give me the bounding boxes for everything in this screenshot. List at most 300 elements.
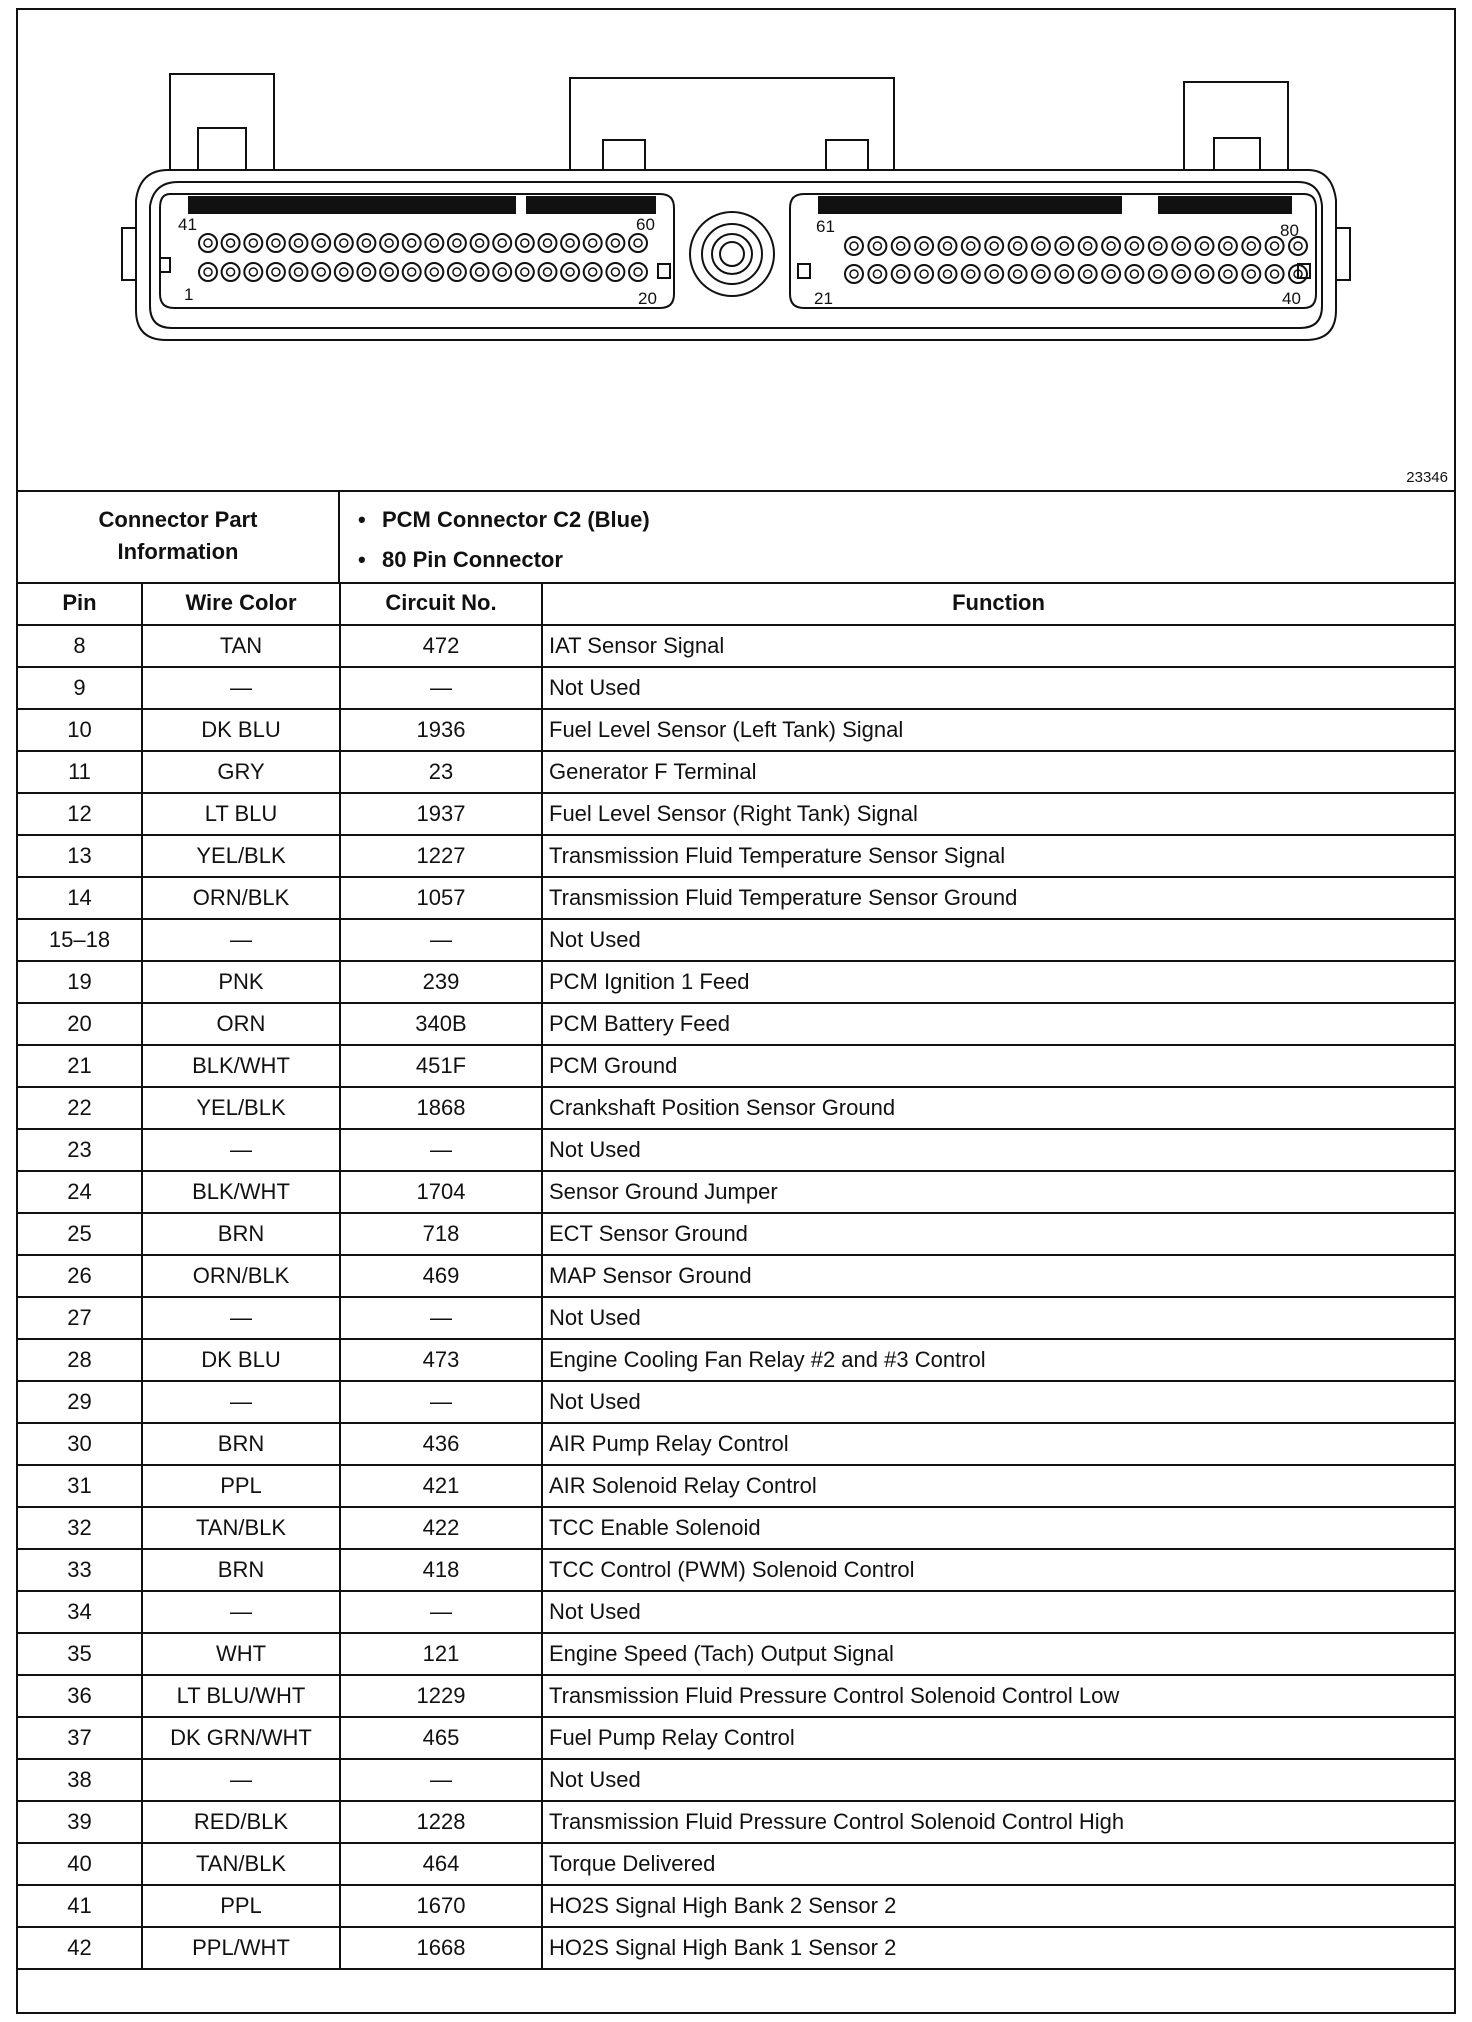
wire-color-cell: YEL/BLK [142, 1087, 340, 1129]
left-top-pin-hole [589, 239, 597, 247]
right-bottom-pin-hole [944, 270, 952, 278]
circuit-cell: — [340, 1129, 542, 1171]
table-row [18, 1843, 1454, 1885]
info-item [358, 540, 650, 580]
right-bottom-pin-hole [1125, 265, 1143, 283]
right-top-pin-hole [1149, 237, 1167, 255]
bullet: • [358, 507, 366, 532]
wire-color-cell: ORN/BLK [142, 1255, 340, 1297]
right-top-pin-hole [1247, 242, 1255, 250]
left-top-pin-hole [362, 239, 370, 247]
left-bottom-pin-hole [493, 263, 511, 281]
left-top-pin-hole [272, 239, 280, 247]
right-bottom-pin-hole [1271, 270, 1279, 278]
left-top-pin-hole [629, 234, 647, 252]
circuit-cell: 1704 [340, 1171, 542, 1213]
right-bottom-pin-hole [1055, 265, 1073, 283]
info-item-text: PCM Connector C2 (Blue) [382, 507, 650, 532]
left-bottom-pin-hole [544, 268, 552, 276]
left-bottom-pin-hole [312, 263, 330, 281]
wire-color-cell: BRN [142, 1549, 340, 1591]
table-row [18, 1297, 1454, 1339]
right-top-pin-hole [1032, 237, 1050, 255]
circuit-cell: 1227 [340, 835, 542, 877]
left-bottom-pin-hole [204, 268, 212, 276]
right-top-pin-hole [967, 242, 975, 250]
right-bottom-pin-hole [1242, 265, 1260, 283]
table-row [18, 835, 1454, 877]
left-bottom-pin-hole [380, 263, 398, 281]
function-cell: Fuel Level Sensor (Left Tank) Signal [542, 709, 1454, 751]
left-bottom-pin-hole [430, 268, 438, 276]
wire-color-cell: DK BLU [142, 1339, 340, 1381]
left-block-key-right [658, 264, 670, 278]
center-latch-tab-left [603, 140, 645, 170]
left-top-pin-hole [267, 234, 285, 252]
right-top-pin-hole [1294, 242, 1302, 250]
wire-color-cell: BRN [142, 1213, 340, 1255]
pin-cell: 41 [18, 1885, 142, 1927]
left-block-key-left [160, 258, 170, 272]
left-bottom-pin-hole [584, 263, 602, 281]
right-top-pin-hole [1154, 242, 1162, 250]
right-bottom-pin-hole [1154, 270, 1162, 278]
right-bottom-pin-hole [1247, 270, 1255, 278]
right-top-pin-hole [897, 242, 905, 250]
left-top-pin-hole [312, 234, 330, 252]
right-top-pin-hole [1037, 242, 1045, 250]
pin-cell: 9 [18, 667, 142, 709]
pin-label-61: 61 [816, 217, 835, 236]
right-top-pin-hole [944, 242, 952, 250]
pin-cell: 22 [18, 1087, 142, 1129]
table-row [18, 1549, 1454, 1591]
pin-cell: 27 [18, 1297, 142, 1339]
table-row [18, 1801, 1454, 1843]
wire-color-cell: BRN [142, 1423, 340, 1465]
left-top-pin-hole [606, 234, 624, 252]
pin-cell: 33 [18, 1549, 142, 1591]
left-bottom-pin-hole [362, 268, 370, 276]
pin-cell: 32 [18, 1507, 142, 1549]
left-bottom-pin-hole [561, 263, 579, 281]
right-top-pin-hole [1060, 242, 1068, 250]
document-sheet [16, 8, 1456, 2014]
table-row [18, 1045, 1454, 1087]
right-bottom-pin-hole [1196, 265, 1214, 283]
circuit-cell: 1057 [340, 877, 542, 919]
function-cell: Fuel Level Sensor (Right Tank) Signal [542, 793, 1454, 835]
wire-color-cell: BLK/WHT [142, 1045, 340, 1087]
circuit-cell: 436 [340, 1423, 542, 1465]
left-bottom-pin-hole [227, 268, 235, 276]
table-row [18, 961, 1454, 1003]
pin-cell: 39 [18, 1801, 142, 1843]
right-top-pin-hole [1271, 242, 1279, 250]
left-bottom-pin-hole [516, 263, 534, 281]
table-row [18, 1129, 1454, 1171]
circuit-cell: 1228 [340, 1801, 542, 1843]
right-top-pin-hole [1014, 242, 1022, 250]
left-top-pin-hole [385, 239, 393, 247]
circuit-cell: 340B [340, 1003, 542, 1045]
circuit-cell: 1868 [340, 1087, 542, 1129]
function-cell: Transmission Fluid Pressure Control Solenoid Control Low [542, 1675, 1454, 1717]
wire-color-cell: YEL/BLK [142, 835, 340, 877]
left-top-pin-hole [476, 239, 484, 247]
left-bottom-pin-hole [408, 268, 416, 276]
table-row [18, 1381, 1454, 1423]
pin-label-60: 60 [636, 215, 655, 234]
function-cell: PCM Ground [542, 1045, 1454, 1087]
column-header-function: Function [542, 582, 1454, 625]
function-cell: Not Used [542, 1129, 1454, 1171]
right-bottom-pin-hole [850, 270, 858, 278]
right-top-pin-hole [1219, 237, 1237, 255]
wire-color-cell: PPL [142, 1885, 340, 1927]
function-cell: AIR Solenoid Relay Control [542, 1465, 1454, 1507]
left-bottom-pin-hole [566, 268, 574, 276]
circuit-cell: — [340, 1591, 542, 1633]
left-top-pin-hole [403, 234, 421, 252]
right-latch [1184, 82, 1288, 170]
left-bottom-pin-hole [249, 268, 257, 276]
right-bottom-pin-hole [962, 265, 980, 283]
right-bottom-pin-hole [1060, 270, 1068, 278]
table-row [18, 667, 1454, 709]
right-top-pin-hole [985, 237, 1003, 255]
pin-cell: 28 [18, 1339, 142, 1381]
pin-label-80: 80 [1280, 221, 1299, 240]
right-bottom-pin-hole [1037, 270, 1045, 278]
pin-cell: 37 [18, 1717, 142, 1759]
left-bottom-pin-hole [476, 268, 484, 276]
right-top-pin-hole [962, 237, 980, 255]
right-bottom-pin-hole [939, 265, 957, 283]
left-top-pin-hole [222, 234, 240, 252]
wire-color-cell: DK BLU [142, 709, 340, 751]
left-bottom-pin-hole [199, 263, 217, 281]
wire-color-cell: TAN [142, 625, 340, 667]
function-cell: PCM Ignition 1 Feed [542, 961, 1454, 1003]
pin-cell: 23 [18, 1129, 142, 1171]
left-top-pin-hole [561, 234, 579, 252]
left-top-pin-hole [498, 239, 506, 247]
left-bottom-pin-hole [340, 268, 348, 276]
right-top-pin-hole [939, 237, 957, 255]
pin-label-40: 40 [1282, 289, 1301, 308]
circuit-cell: 1668 [340, 1927, 542, 1969]
left-top-pin-hole [340, 239, 348, 247]
left-bottom-pin-hole [244, 263, 262, 281]
pin-cell: 19 [18, 961, 142, 1003]
wire-color-cell: ORN [142, 1003, 340, 1045]
right-bottom-pin-hole [1084, 270, 1092, 278]
left-latch-tab [198, 128, 246, 170]
left-bottom-pin-hole [317, 268, 325, 276]
function-cell: Engine Speed (Tach) Output Signal [542, 1633, 1454, 1675]
circuit-cell: 464 [340, 1843, 542, 1885]
right-top-pin-hole [1172, 237, 1190, 255]
wire-color-cell: TAN/BLK [142, 1507, 340, 1549]
right-bottom-pin-hole [1201, 270, 1209, 278]
table-row [18, 1339, 1454, 1381]
pin-label-41: 41 [178, 215, 197, 234]
table-row [18, 1255, 1454, 1297]
left-top-pin-hole [204, 239, 212, 247]
table-header-row [18, 582, 1454, 625]
pin-cell: 20 [18, 1003, 142, 1045]
function-cell: PCM Battery Feed [542, 1003, 1454, 1045]
right-top-pin-hole [1177, 242, 1185, 250]
pin-cell: 15–18 [18, 919, 142, 961]
right-top-pin-hole [850, 242, 858, 250]
pin-label-20: 20 [638, 289, 657, 308]
circuit-cell: — [340, 919, 542, 961]
function-cell: HO2S Signal High Bank 1 Sensor 2 [542, 1927, 1454, 1969]
left-top-pin-hole [453, 239, 461, 247]
pin-cell: 40 [18, 1843, 142, 1885]
left-ear [122, 228, 136, 280]
function-cell: TCC Enable Solenoid [542, 1507, 1454, 1549]
wire-color-cell: WHT [142, 1633, 340, 1675]
circuit-cell: 1936 [340, 709, 542, 751]
right-key-bar-short [1158, 196, 1292, 214]
info-label-cell [18, 490, 340, 582]
table-row [18, 1885, 1454, 1927]
circuit-cell: 239 [340, 961, 542, 1003]
column-header-wire-color: Wire Color [142, 582, 340, 625]
right-bottom-pin-hole [845, 265, 863, 283]
center-latch [570, 78, 894, 170]
right-top-pin-hole [845, 237, 863, 255]
circuit-cell: 1937 [340, 793, 542, 835]
wire-color-cell: — [142, 1381, 340, 1423]
table-row [18, 1003, 1454, 1045]
wire-color-cell: BLK/WHT [142, 1171, 340, 1213]
function-cell: Fuel Pump Relay Control [542, 1717, 1454, 1759]
right-top-pin-hole [990, 242, 998, 250]
circuit-cell: — [340, 1381, 542, 1423]
left-top-pin-hole [516, 234, 534, 252]
right-top-pin-hole [1196, 237, 1214, 255]
circuit-cell: 1670 [340, 1885, 542, 1927]
pin-cell: 12 [18, 793, 142, 835]
left-bottom-pin-hole [453, 268, 461, 276]
right-top-pin-hole [1107, 242, 1115, 250]
table-row [18, 1927, 1454, 1969]
function-cell: Not Used [542, 1297, 1454, 1339]
right-top-pin-hole [892, 237, 910, 255]
circuit-cell: 418 [340, 1549, 542, 1591]
table-row [18, 1465, 1454, 1507]
pin-cell: 42 [18, 1927, 142, 1969]
right-bottom-pin-hole [873, 270, 881, 278]
left-bottom-pin-hole [634, 268, 642, 276]
right-top-pin-hole [920, 242, 928, 250]
column-header-circuit: Circuit No. [340, 582, 542, 625]
wire-color-cell: PNK [142, 961, 340, 1003]
info-items [358, 500, 650, 580]
left-top-pin-hole [521, 239, 529, 247]
function-cell: Transmission Fluid Pressure Control Solenoid Control High [542, 1801, 1454, 1843]
left-top-pin-hole [408, 239, 416, 247]
circuit-cell: 23 [340, 751, 542, 793]
right-bottom-pin-hole [1149, 265, 1167, 283]
right-bottom-pin-hole [1177, 270, 1185, 278]
function-cell: Sensor Ground Jumper [542, 1171, 1454, 1213]
left-top-pin-hole [584, 234, 602, 252]
left-top-pin-hole [290, 234, 308, 252]
circuit-cell: 1229 [340, 1675, 542, 1717]
right-top-pin-hole [1102, 237, 1120, 255]
wire-color-cell: TAN/BLK [142, 1843, 340, 1885]
right-ear [1336, 228, 1350, 280]
center-latch-tab-right [826, 140, 868, 170]
table-row [18, 1423, 1454, 1465]
left-bottom-pin-hole [290, 263, 308, 281]
left-top-pin-hole [335, 234, 353, 252]
function-cell: Not Used [542, 1381, 1454, 1423]
function-cell: Engine Cooling Fan Relay #2 and #3 Control [542, 1339, 1454, 1381]
table-row [18, 919, 1454, 961]
wire-color-cell: — [142, 1591, 340, 1633]
pin-cell: 31 [18, 1465, 142, 1507]
right-bottom-pin-hole [868, 265, 886, 283]
left-top-pin-hole [317, 239, 325, 247]
info-item [358, 500, 650, 540]
left-bottom-pin-hole [589, 268, 597, 276]
pin-cell: 30 [18, 1423, 142, 1465]
wire-color-cell: PPL [142, 1465, 340, 1507]
right-top-pin-hole [1009, 237, 1027, 255]
info-item-text: 80 Pin Connector [382, 547, 563, 572]
pin-cell: 14 [18, 877, 142, 919]
wire-color-cell: LT BLU [142, 793, 340, 835]
right-top-pin-hole [873, 242, 881, 250]
center-bolt-core [720, 242, 744, 266]
pin-cell: 34 [18, 1591, 142, 1633]
left-bottom-pin-hole [267, 263, 285, 281]
right-bottom-pin-hole [967, 270, 975, 278]
pin-cell: 29 [18, 1381, 142, 1423]
left-bottom-pin-hole [425, 263, 443, 281]
circuit-cell: 121 [340, 1633, 542, 1675]
pin-cell: 11 [18, 751, 142, 793]
right-bottom-pin-hole [1130, 270, 1138, 278]
left-bottom-pin-hole [606, 263, 624, 281]
wire-color-cell: PPL/WHT [142, 1927, 340, 1969]
circuit-cell: 465 [340, 1717, 542, 1759]
circuit-cell: 451F [340, 1045, 542, 1087]
right-bottom-pin-hole [1014, 270, 1022, 278]
info-label: Connector Part Information [98, 507, 258, 564]
circuit-cell: 469 [340, 1255, 542, 1297]
pin-cell: 24 [18, 1171, 142, 1213]
figure-id: 23346 [1406, 469, 1448, 486]
wire-color-cell: — [142, 1759, 340, 1801]
right-top-pin-hole [1201, 242, 1209, 250]
right-bottom-pin-hole [920, 270, 928, 278]
left-top-pin-hole [199, 234, 217, 252]
circuit-cell: — [340, 1759, 542, 1801]
center-bolt-inner [712, 234, 752, 274]
function-cell: MAP Sensor Ground [542, 1255, 1454, 1297]
pin-label-1: 1 [184, 285, 194, 304]
function-cell: Transmission Fluid Temperature Sensor Signal [542, 835, 1454, 877]
circuit-cell: 472 [340, 625, 542, 667]
wire-color-cell: LT BLU/WHT [142, 1675, 340, 1717]
right-bottom-pin-hole [915, 265, 933, 283]
right-top-pin-hole [1242, 237, 1260, 255]
bullet: • [358, 547, 366, 572]
left-key-bar-short [526, 196, 656, 214]
left-top-pin-hole [471, 234, 489, 252]
left-top-pin-hole [430, 239, 438, 247]
wire-color-cell: — [142, 1297, 340, 1339]
function-cell: Generator F Terminal [542, 751, 1454, 793]
pin-cell: 13 [18, 835, 142, 877]
table-row [18, 1675, 1454, 1717]
pin-cell: 10 [18, 709, 142, 751]
right-top-pin-hole [915, 237, 933, 255]
table-row [18, 625, 1454, 667]
right-top-pin-hole [868, 237, 886, 255]
function-cell: Not Used [542, 1759, 1454, 1801]
function-cell: Not Used [542, 1591, 1454, 1633]
wire-color-cell: RED/BLK [142, 1801, 340, 1843]
left-bottom-pin-hole [385, 268, 393, 276]
function-cell: Transmission Fluid Temperature Sensor Ground [542, 877, 1454, 919]
right-bottom-pin-hole [1172, 265, 1190, 283]
pin-cell: 35 [18, 1633, 142, 1675]
left-bottom-pin-hole [629, 263, 647, 281]
connector-diagram [18, 10, 1454, 492]
left-bottom-pin-hole [498, 268, 506, 276]
pin-cell: 36 [18, 1675, 142, 1717]
wire-color-cell: GRY [142, 751, 340, 793]
function-cell: ECT Sensor Ground [542, 1213, 1454, 1255]
connector-face-drawing [18, 10, 1454, 488]
wire-color-cell: — [142, 1129, 340, 1171]
table-row [18, 877, 1454, 919]
table-row [18, 1507, 1454, 1549]
function-cell: Not Used [542, 667, 1454, 709]
right-key-bar-long [818, 196, 1122, 214]
function-cell: HO2S Signal High Bank 2 Sensor 2 [542, 1885, 1454, 1927]
left-top-pin-hole [566, 239, 574, 247]
left-top-pin-hole [357, 234, 375, 252]
right-bottom-pin-hole [897, 270, 905, 278]
left-latch [170, 74, 274, 170]
right-bottom-pin-hole [1219, 265, 1237, 283]
wire-color-cell: DK GRN/WHT [142, 1717, 340, 1759]
pin-cell: 21 [18, 1045, 142, 1087]
right-bottom-pin-hole [1107, 270, 1115, 278]
left-bottom-pin-hole [403, 263, 421, 281]
function-cell: TCC Control (PWM) Solenoid Control [542, 1549, 1454, 1591]
table-row [18, 1717, 1454, 1759]
left-key-bar-long [188, 196, 516, 214]
left-top-pin-hole [544, 239, 552, 247]
left-top-pin-hole [634, 239, 642, 247]
table-row [18, 751, 1454, 793]
circuit-cell: 422 [340, 1507, 542, 1549]
right-bottom-pin-hole [990, 270, 998, 278]
wire-color-cell: — [142, 667, 340, 709]
table-row [18, 1759, 1454, 1801]
table-row [18, 793, 1454, 835]
